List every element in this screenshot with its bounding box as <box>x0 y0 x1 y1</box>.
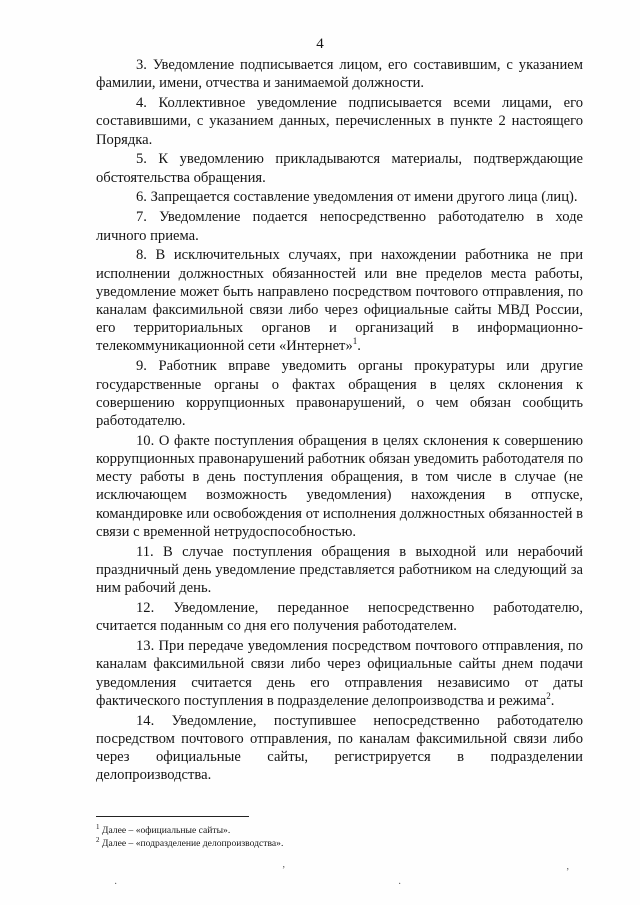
paragraph-9: 9. Работник вправе уведомить органы прокуратуры или другие государственные органы о фактах обращения в целях склонения к совершению коррупционных правонарушений, о чем обязан сообщить работодателю. <box>96 358 583 429</box>
paragraph-3: 3. Уведомление подписывается лицом, его составившим, с указанием фамилии, имени, отчества и занимаемой должности. <box>96 57 583 92</box>
footnote-1: $^1$ Далее – «официальные сайты». <box>96 822 231 836</box>
paragraph-12: 12. Уведомление, переданное непосредственно работодателю, считается поданным со дня его получения работодателем. <box>96 600 583 635</box>
paragraph-11: 11. В случае поступления обращения в выходной или нерабочий праздничный день уведомление представляется работником на следующий за ним рабочий день. <box>96 543 583 597</box>
paragraph-14: 14. Уведомление, поступившее непосредственно работодателю посредством почтового отправления, по каналам факсимильной связи либо через официальные сайты, регистрируется в подразделении делопроизводства. <box>96 712 583 784</box>
paragraph-8: 8. В исключительных случаях, при нахождении работника не при исполнении должностных обязанностей или вне пределов места работы, уведомление может быть направлено посредством почтового отправления, по каналам факсимильной связи либо через официальные сайты МВД России, его территориальных органов и организаций в информационно-телекоммуникационной сети «Интернет»$^1$. <box>96 247 583 355</box>
body-text <box>96 56 583 786</box>
paragraph-6: 6. Запрещается составление уведомления от имени другого лица (лиц). <box>136 189 578 206</box>
scan-mark: ʼ <box>282 865 286 876</box>
footnote-divider <box>96 816 249 817</box>
paragraph-7: 7. Уведомление подается непосредственно работодателю в ходе личного приема. <box>96 209 583 244</box>
scan-mark: · <box>398 879 402 890</box>
footnote-2: $^2$ Далее – «подразделение делопроизводства». <box>96 835 284 849</box>
footnote-ref-2: 2 <box>546 690 551 701</box>
paragraph-10: 10. О факте поступления обращения в целях склонения к совершению коррупционных правонарушений работник обязан уведомить работодателя по месту работы в день поступления обращения, в том числе в случае (не исключающем возможность уведомления) нахождения в отпуске, командировке или освобождения от исполнения должностных обязанностей в связи с временной нетрудоспособностью. <box>96 432 583 540</box>
page-number: 4 <box>316 36 324 52</box>
scan-mark: ʼ <box>566 867 570 878</box>
paragraph-4: 4. Коллективное уведомление подписывается всеми лицами, его составившими, с указанием данных, перечисленных в пункте 2 настоящего Порядка. <box>96 95 583 148</box>
paragraph-5: 5. К уведомлению прикладываются материалы, подтверждающие обстоятельства обращения. <box>96 151 583 186</box>
scan-mark: · <box>114 879 118 890</box>
footnotes <box>96 824 496 850</box>
footnote-ref-1: 1 <box>352 336 358 347</box>
paragraph-13: 13. При передаче уведомления посредством почтового отправления, по каналам факсимильной связи либо через официальные сайты днем подачи уведомления считается день его отправления независимо от даты фактического поступления в подразделение делопроизводства и режима$^2$. <box>96 638 583 709</box>
